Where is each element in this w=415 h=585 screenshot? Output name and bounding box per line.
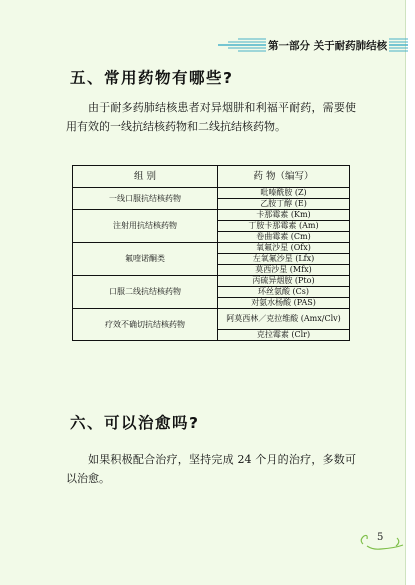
section-heading-curable: 六、可以治愈吗? <box>70 414 200 432</box>
table-cell-drug: 氧氟沙星 (Ofx) <box>218 243 350 254</box>
table-row <box>73 210 350 221</box>
table-cell-drug: 环丝氨酸 (Cs) <box>218 287 350 298</box>
table-row <box>73 188 350 199</box>
section-paragraph-common-drugs: 由于耐多药肺结核患者对异烟肼和利福平耐药，需要使用有效的一线抗结核药物和二线抗结核药物。 <box>66 101 356 133</box>
table-cell-drug: 卷曲霉素 (Cm) <box>218 232 350 243</box>
table-row <box>73 309 350 330</box>
drug-table <box>72 165 350 341</box>
page-number-badge <box>355 530 405 554</box>
table-cell-category: 疗效不确切抗结核药物 <box>73 309 218 341</box>
table-cell-category: 氟喹诺酮类 <box>73 243 218 276</box>
table-cell-drug: 卡那霉素 (Km) <box>218 210 350 221</box>
table-header-row <box>73 166 350 188</box>
table-cell-category: 注射用抗结核药物 <box>73 210 218 243</box>
section-paragraph-curable: 如果积极配合治疗，坚持完成 24 个月的治疗，多数可以治愈。 <box>66 453 356 485</box>
table-cell-drug: 克拉霉素 (Clr) <box>218 330 350 341</box>
table-cell-drug: 阿莫西林／克拉维酸 (Amx/Clv) <box>218 309 350 330</box>
table-header-group: 组 别 <box>73 166 218 188</box>
running-header-title: 第一部分 关于耐药肺结核 <box>268 40 388 52</box>
table-cell-drug: 乙胺丁醇 (E) <box>218 199 350 210</box>
section-heading-common-drugs: 五、常用药物有哪些? <box>70 69 234 87</box>
table-row <box>73 243 350 254</box>
table-header-drug: 药 物（编写） <box>218 166 350 188</box>
table-cell-drug: 左氧氟沙星 (Lfx) <box>218 254 350 265</box>
table-row <box>73 276 350 287</box>
page-number: 5 <box>377 532 384 543</box>
table-cell-drug: 对氨水杨酸 (PAS) <box>218 298 350 309</box>
table-cell-category: 口服二线抗结核药物 <box>73 276 218 309</box>
table-cell-drug: 莫西沙星 (Mfx) <box>218 265 350 276</box>
table-cell-drug: 吡嗪酰胺 (Z) <box>218 188 350 199</box>
table-cell-category: 一线口服抗结核药物 <box>73 188 218 210</box>
table-cell-drug: 丙硫异烟胺 (Pto) <box>218 276 350 287</box>
table-cell-drug: 丁胺卡那霉素 (Am) <box>218 221 350 232</box>
